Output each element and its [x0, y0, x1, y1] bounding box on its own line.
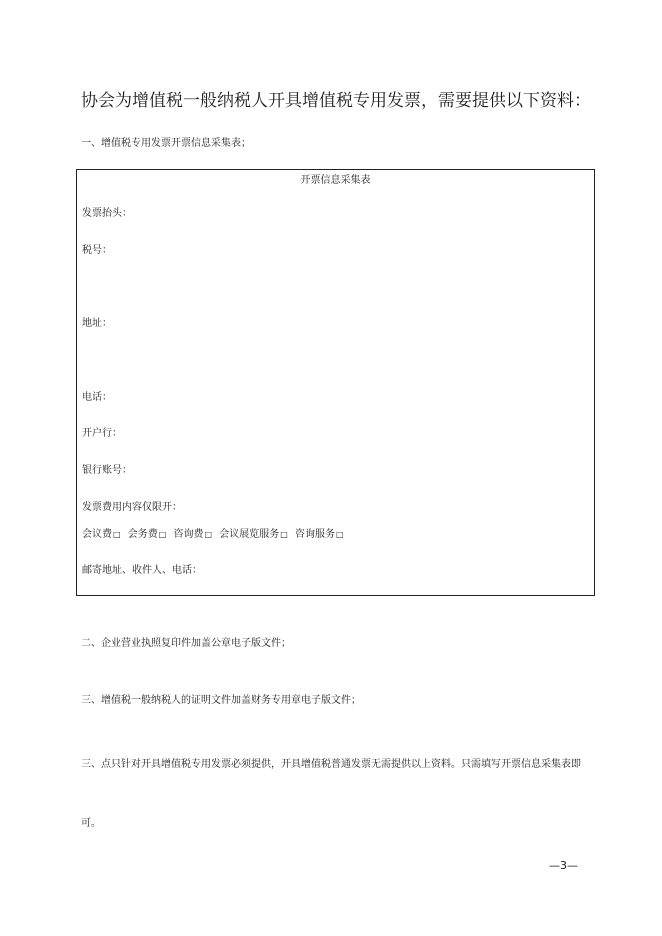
field-account: 银行账号：	[82, 465, 132, 476]
page-number: —3—	[549, 859, 578, 872]
option-exhibition-service[interactable]: 会议展览服务□	[219, 529, 288, 540]
field-invoice-header: 发票抬头：	[82, 208, 132, 219]
note-line-1: 三、点只针对开具增值税专用发票必须提供，开具增值税普通发票无需提供以上资料。只需填写开票信息采集表即	[81, 759, 581, 770]
form-title: 开票信息采集表	[300, 175, 371, 186]
checkbox-icon: □	[336, 530, 344, 539]
field-mailing: 邮寄地址、收件人、电话：	[82, 565, 202, 576]
checkbox-icon: □	[204, 530, 213, 539]
field-tax-id: 税号：	[82, 245, 112, 256]
field-address: 地址：	[82, 318, 112, 329]
option-conference-fee[interactable]: 会务费□	[127, 529, 167, 540]
page-title: 协会为增值税一般纳税人开具增值税专用发票，需要提供以下资料：	[81, 91, 591, 111]
invoice-info-form	[76, 169, 595, 596]
option-consulting-fee[interactable]: 咨询费□	[173, 529, 213, 540]
note-line-2: 可。	[81, 818, 101, 829]
fee-options	[82, 528, 348, 542]
field-bank: 开户行：	[82, 428, 122, 439]
section-2: 二、企业营业执照复印件加盖公章电子版文件；	[81, 638, 291, 649]
field-content-limit: 发票费用内容仅限开：	[82, 502, 182, 513]
checkbox-icon: □	[158, 530, 167, 539]
checkbox-icon: □	[280, 530, 288, 539]
option-meeting-fee[interactable]: 会议费□	[82, 529, 121, 540]
option-consulting-service[interactable]: 咨询服务□	[295, 529, 344, 540]
checkbox-icon: □	[113, 530, 121, 539]
section-3: 三、增值税一般纳税人的证明文件加盖财务专用章电子版文件；	[81, 695, 361, 706]
field-phone: 电话：	[82, 392, 112, 403]
section-1: 一、增值税专用发票开票信息采集表；	[81, 138, 251, 149]
